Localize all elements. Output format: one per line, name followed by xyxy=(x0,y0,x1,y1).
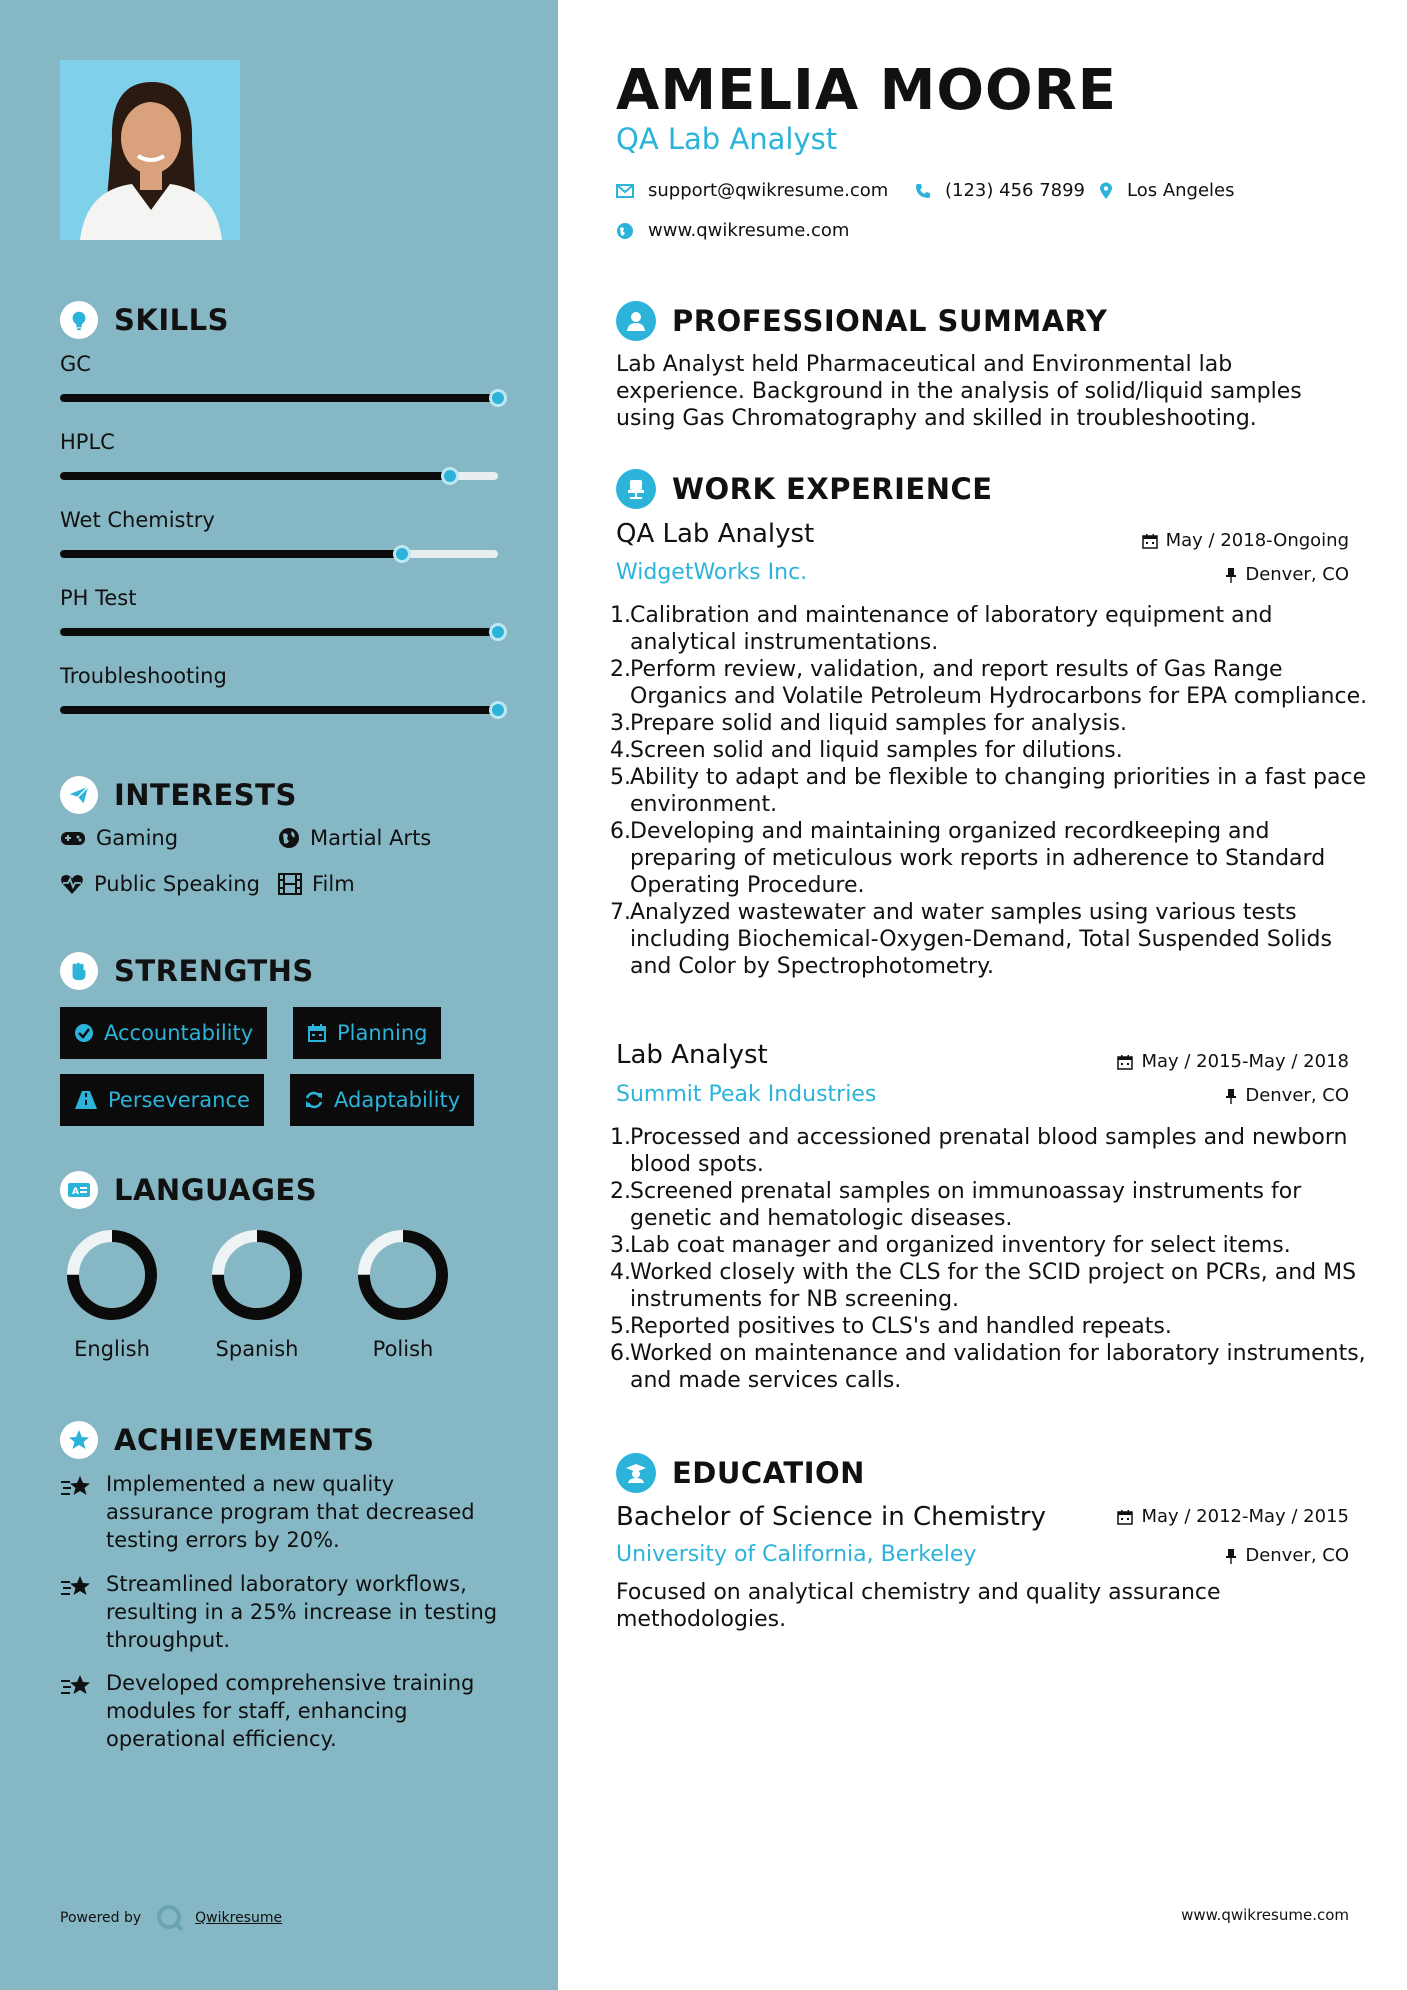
education-title: EDUCATION xyxy=(672,1456,865,1490)
list-item: 5. Reported positives to CLS's and handled repeats. xyxy=(610,1314,1172,1339)
education-location-text: Denver, CO xyxy=(1245,1545,1349,1566)
skill-item xyxy=(60,430,500,454)
list-item: 1. Calibration and maintenance of laboratory equipment and analytical instrumentations. xyxy=(610,603,1273,655)
contact-email xyxy=(616,180,888,201)
job-title: Lab Analyst xyxy=(616,1040,768,1070)
skill-bar-knob xyxy=(489,389,507,407)
skill-bar-fill xyxy=(60,706,498,714)
map-marker-icon xyxy=(1099,182,1113,200)
language-label: Spanish xyxy=(215,1337,299,1361)
job-title: QA Lab Analyst xyxy=(616,519,815,549)
achievement-item xyxy=(60,1669,500,1753)
language-item xyxy=(338,1225,468,1361)
strength-label: Planning xyxy=(337,1021,428,1045)
skill-bar xyxy=(60,550,498,558)
degree-title: Bachelor of Science in Chemistry xyxy=(616,1502,1046,1532)
skill-item xyxy=(60,352,500,376)
list-item: 3. Prepare solid and liquid samples for analysis. xyxy=(610,711,1127,736)
achievement-text: Streamlined laboratory workflows, resulting in a 25% increase in testing throughput. xyxy=(106,1572,498,1652)
skill-item xyxy=(60,508,500,532)
gamepad-icon xyxy=(60,829,86,847)
strength-badge xyxy=(293,1007,441,1059)
education-heading xyxy=(616,1453,865,1493)
achievements-heading xyxy=(60,1421,374,1459)
language-label: Polish xyxy=(372,1337,434,1361)
qwikresume-logo-icon xyxy=(155,1903,185,1933)
globe-icon xyxy=(616,222,634,240)
candidate-name: AMELIA MOORE xyxy=(616,58,1117,123)
interest-label: Film xyxy=(312,872,355,896)
language-ring xyxy=(207,1225,307,1325)
powered-by-label: Powered by xyxy=(60,1910,142,1926)
job-duties-list xyxy=(610,1124,1376,1394)
experience-title: WORK EXPERIENCE xyxy=(672,472,993,506)
skill-bar xyxy=(60,706,498,714)
paper-plane-icon xyxy=(60,776,98,814)
skill-bar xyxy=(60,394,498,402)
user-icon xyxy=(616,301,656,341)
strength-badge xyxy=(60,1007,267,1059)
strength-label: Adaptability xyxy=(334,1088,461,1112)
skill-bar xyxy=(60,472,498,480)
education-dates-text: May / 2012-May / 2015 xyxy=(1141,1506,1349,1527)
website-text[interactable]: www.qwikresume.com xyxy=(648,220,850,241)
language-ring xyxy=(62,1225,162,1325)
fist-icon xyxy=(60,952,98,990)
contact-location xyxy=(1099,180,1235,201)
language-item xyxy=(47,1225,177,1361)
interest-item xyxy=(60,872,260,896)
globe-icon xyxy=(278,827,300,849)
skill-name: GC xyxy=(60,352,91,376)
lightbulb-icon xyxy=(60,301,98,339)
skill-item xyxy=(60,664,500,688)
skill-bar-fill xyxy=(60,394,498,402)
strengths-title: STRENGTHS xyxy=(114,954,314,988)
heartbeat-icon xyxy=(60,873,84,895)
list-item: 6. Developing and maintaining organized recordkeeping and preparing of meticulous work reports in adherence to Standard Operating Procedure. xyxy=(610,819,1326,898)
skill-bar-fill xyxy=(60,550,402,558)
profile-photo xyxy=(60,60,240,240)
interest-item xyxy=(60,826,178,850)
powered-by xyxy=(60,1903,282,1933)
interest-label: Public Speaking xyxy=(94,872,260,896)
pushpin-icon xyxy=(1225,1088,1237,1104)
job-company: Summit Peak Industries xyxy=(616,1082,877,1107)
list-item: 1. Processed and accessioned prenatal blood samples and newborn blood spots. xyxy=(610,1125,1348,1177)
phone-text: (123) 456 7899 xyxy=(945,180,1086,201)
skill-name: HPLC xyxy=(60,430,115,454)
skill-bar-knob xyxy=(441,467,459,485)
shooting-star-icon xyxy=(60,1671,94,1699)
envelope-icon xyxy=(616,184,634,198)
list-item: 4. Worked closely with the CLS for the SCID project on PCRs, and MS instruments for NB screening. xyxy=(610,1260,1357,1312)
briefcase-chair-icon xyxy=(616,469,656,509)
job-dates-text: May / 2015-May / 2018 xyxy=(1141,1051,1349,1072)
job-location-text: Denver, CO xyxy=(1245,564,1349,585)
graduate-icon xyxy=(616,1453,656,1493)
calendar-icon xyxy=(1117,1509,1133,1525)
list-item: 2. Screened prenatal samples on immunoassay instruments for genetic and hematologic diseases. xyxy=(610,1179,1302,1231)
strength-badge xyxy=(290,1074,474,1126)
interests-title: INTERESTS xyxy=(114,778,297,812)
achievements-title: ACHIEVEMENTS xyxy=(114,1423,375,1457)
language-label: English xyxy=(74,1337,150,1361)
skills-heading xyxy=(60,301,229,339)
sidebar xyxy=(0,0,558,1990)
skill-name: PH Test xyxy=(60,586,137,610)
interest-label: Gaming xyxy=(96,826,179,850)
interests-heading xyxy=(60,776,297,814)
skill-bar-knob xyxy=(393,545,411,563)
contact-website xyxy=(616,220,849,241)
strength-label: Accountability xyxy=(104,1021,254,1045)
summary-heading xyxy=(616,301,1107,341)
list-item: 6. Worked on maintenance and validation for laboratory instruments, and made services calls. xyxy=(610,1341,1366,1393)
achievement-item xyxy=(60,1570,500,1654)
achievement-text: Implemented a new quality assurance program that decreased testing errors by 20%. xyxy=(106,1472,475,1552)
job-company: WidgetWorks Inc. xyxy=(616,560,808,585)
candidate-role: QA Lab Analyst xyxy=(616,122,838,156)
language-ring xyxy=(353,1225,453,1325)
refresh-icon xyxy=(304,1090,324,1110)
skill-bar-fill xyxy=(60,628,498,636)
interest-item xyxy=(278,826,431,850)
list-item: 5. Ability to adapt and be flexible to changing priorities in a fast pace environment. xyxy=(610,765,1367,817)
film-icon xyxy=(278,873,302,895)
skill-bar xyxy=(60,628,498,636)
job-location xyxy=(1225,1085,1349,1106)
summary-title: PROFESSIONAL SUMMARY xyxy=(672,304,1108,338)
job-dates xyxy=(1142,530,1349,551)
skill-bar-knob xyxy=(489,701,507,719)
education-location xyxy=(1225,1545,1349,1566)
contact-phone xyxy=(915,180,1085,201)
strength-label: Perseverance xyxy=(108,1088,250,1112)
main-content xyxy=(558,0,1407,1990)
skill-bar-fill xyxy=(60,472,450,480)
job-dates-text: May / 2018-Ongoing xyxy=(1165,530,1349,551)
strengths-heading xyxy=(60,952,314,990)
shooting-star-icon xyxy=(60,1472,94,1500)
calendar-icon xyxy=(307,1023,327,1043)
pushpin-icon xyxy=(1225,567,1237,583)
skills-title: SKILLS xyxy=(114,303,229,337)
job-location-text: Denver, CO xyxy=(1245,1085,1349,1106)
shooting-star-icon xyxy=(60,1572,94,1600)
job-duties-list xyxy=(610,602,1376,980)
road-icon xyxy=(74,1090,98,1110)
footer-url[interactable]: www.qwikresume.com xyxy=(1181,1906,1349,1924)
job-dates xyxy=(1117,1051,1349,1072)
calendar-icon xyxy=(1117,1054,1133,1070)
list-item: 2. Perform review, validation, and report results of Gas Range Organics and Volatile Petroleum Hydrocarbons for EPA compliance. xyxy=(610,657,1368,709)
strength-badge xyxy=(60,1074,264,1126)
languages-title: LANGUAGES xyxy=(114,1173,318,1207)
pushpin-icon xyxy=(1225,1548,1237,1564)
achievement-item xyxy=(60,1470,500,1554)
school-name: University of California, Berkeley xyxy=(616,1542,977,1567)
email-text[interactable]: support@qwikresume.com xyxy=(648,180,889,201)
language-item xyxy=(192,1225,322,1361)
svg-text:A: A xyxy=(72,1187,79,1197)
languages-heading xyxy=(60,1171,317,1209)
location-text: Los Angeles xyxy=(1127,180,1235,201)
interest-item xyxy=(278,872,355,896)
achievement-text: Developed comprehensive training modules for staff, enhancing operational efficiency. xyxy=(106,1671,475,1751)
summary-text: Lab Analyst held Pharmaceutical and Environmental lab experience. Background in the analysis of solid/liquid samples using Gas Chromatography and skilled in troubleshooting. xyxy=(616,352,1302,431)
skill-name: Troubleshooting xyxy=(60,664,227,688)
skill-name: Wet Chemistry xyxy=(60,508,215,532)
list-item: 7. Analyzed wastewater and water samples using various tests including Biochemical-Oxygen-Demand, Total Suspended Solids and Color by Spectrophotometry. xyxy=(610,900,1332,979)
interest-label: Martial Arts xyxy=(310,826,432,850)
check-circle-icon xyxy=(74,1023,94,1043)
list-item: 3. Lab coat manager and organized inventory for select items. xyxy=(610,1233,1291,1258)
language-card-icon xyxy=(60,1171,98,1209)
job-location xyxy=(1225,564,1349,585)
list-item: 4. Screen solid and liquid samples for dilutions. xyxy=(610,738,1123,763)
education-dates xyxy=(1117,1506,1349,1527)
phone-icon xyxy=(915,183,931,199)
skill-item xyxy=(60,586,500,610)
calendar-icon xyxy=(1142,533,1158,549)
experience-heading xyxy=(616,469,993,509)
skill-bar-knob xyxy=(489,623,507,641)
star-badge-icon xyxy=(60,1421,98,1459)
education-text: Focused on analytical chemistry and quality assurance methodologies. xyxy=(616,1580,1221,1632)
qwikresume-link[interactable]: Qwikresume xyxy=(195,1910,283,1926)
